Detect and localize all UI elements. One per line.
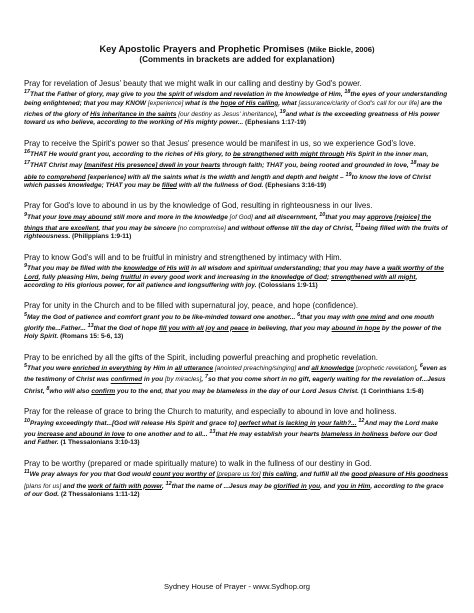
scripture-text: abound in hope (331, 325, 380, 332)
verse-number: 6 (297, 311, 301, 318)
scripture-text: His Spirit in the inner man, (344, 151, 429, 159)
scripture-text: THAT Christ may (30, 162, 85, 170)
prayer-intro: Pray to receive the Spirit's power so that Jesus' presence would be manifest in us, so we experience God's love. (24, 138, 416, 148)
prayer-list (24, 79, 450, 499)
verse-number: 6 (419, 363, 423, 370)
scripture-text: , (275, 110, 280, 118)
verse-number: 10 (24, 417, 31, 424)
prayer-intro: Pray to be worthy (prepared or made spiritually mature) to walk in the fullness of our destiny in God. (24, 458, 372, 468)
document-title (24, 44, 450, 55)
scripture-text: , according to His glorious power, for all patience and longsuffering with joy. (24, 273, 418, 289)
verse-number: 8 (46, 385, 50, 392)
scripture-text: May the God of patience and comfort grant you to be like-minded toward one another... (27, 313, 298, 321)
verse-number: 10 (319, 211, 326, 218)
scripture-text: , (201, 376, 205, 384)
scripture-text: blameless in holiness (321, 431, 389, 439)
scripture-text: that the name of ...Jesus may be (171, 482, 274, 490)
scripture-text: one mind (356, 313, 386, 321)
scripture-text: the eyes of your understanding being enlightened; that you may KNOW (24, 91, 448, 107)
scripture-text: before our God and Father. (24, 431, 438, 447)
scripture-text: That your (27, 213, 59, 221)
scripture-text: the spirit of wisdom and revelation (156, 91, 265, 99)
scripture-text: by Him in (141, 365, 175, 373)
scripture-text: in every good work and increasing in the (141, 273, 271, 281)
scripture-passage (24, 311, 450, 342)
scripture-text: confirmed (110, 376, 143, 384)
scripture-text: even as the testimony of Christ was (24, 365, 447, 384)
scripture-text: and the (61, 482, 88, 490)
scripture-text: with all the fullness of God. (177, 181, 266, 189)
prayer-intro: Pray for God's love to abound in us by the knowledge of God, resulting in righteousness in our lives. (24, 201, 373, 211)
verse-number: 5 (24, 311, 28, 318)
scripture-text: may be (416, 162, 439, 170)
scripture-text: Praying exceedingly that...[God will release His Spirit and grace to] (30, 419, 239, 427)
prayer-intro: Pray for unity in the Church and to be filled with supernatural joy, peace, and hope (confidence). (24, 301, 359, 311)
scripture-text: [our destiny as Jesus' inheritance] (178, 110, 276, 118)
prayer-section (24, 353, 450, 396)
scripture-text: filled (161, 181, 178, 189)
prayer-intro: Pray to be enriched by all the gifts of the Spirit, including powerful preaching and prophetic revelation. (24, 352, 378, 362)
scripture-text: and without offense till the day of Christ, (225, 225, 356, 233)
scripture-text: That you may be filled with the (27, 265, 124, 273)
scripture-text: ; (327, 273, 332, 281)
title-text: Key Apostolic Prayers and Prophetic Promises (99, 44, 305, 54)
scripture-text: [assurance/clarity of God's call for our life] (298, 99, 419, 107)
verse-number: 11 (24, 469, 30, 476)
scripture-text: That the Father of glory, may give to you (30, 91, 157, 99)
verse-number: 9 (24, 263, 28, 270)
verse-number: 19 (345, 171, 352, 178)
scripture-reference: (Romans 15: 5-6, 13) (60, 333, 124, 341)
verse-number: 5 (24, 363, 28, 370)
prayer-section (24, 459, 450, 499)
scripture-passage (24, 88, 450, 127)
scripture-reference: (Philippians 1:9-11) (72, 233, 132, 241)
verse-number: 11 (355, 223, 361, 229)
scripture-text: [experience] with all the saints what is the width and length and depth and height – (85, 173, 346, 181)
scripture-text: [of God] (229, 213, 253, 221)
scripture-text: walk worthy of the Lord (24, 265, 444, 281)
scripture-text: in believing, that you may (248, 325, 332, 332)
scripture-reference: (Ephesians 3:16-19) (265, 181, 327, 189)
scripture-text: [prophetic revelation] (355, 365, 417, 373)
prayer-section (24, 139, 450, 190)
scripture-text: who will also (49, 387, 92, 395)
scripture-text: that He may establish your hearts (215, 431, 322, 439)
scripture-text: We pray always for you that God would (29, 471, 153, 479)
scripture-text: , and fulfill all the (296, 471, 352, 479)
scripture-text: , what (278, 99, 299, 107)
scripture-text: in you (142, 376, 165, 384)
scripture-text: in the knowledge of Him, (264, 91, 345, 99)
scripture-text: THAT He would grant you, according to the riches of His glory, to (30, 151, 233, 159)
verse-number: 13 (87, 322, 94, 329)
scripture-passage (24, 148, 450, 190)
scripture-text: count you worthy of (152, 471, 215, 479)
prayer-intro: Pray for the release of grace to bring the Church to maturity, and especially to abound in love and holiness. (24, 407, 397, 417)
scripture-text: are the riches of the glory of (24, 99, 443, 118)
scripture-text: work of faith with power (87, 482, 162, 490)
verse-number: 7 (204, 374, 208, 381)
page-footer: Sydney House of Prayer - www.Sydhop.org (163, 582, 311, 591)
scripture-text: , that you may be sincere (98, 225, 178, 233)
document-subtitle: (Comments in brackets are added for explanation) (139, 55, 335, 64)
scripture-text: glorified in you (273, 482, 321, 490)
scripture-text: by the power of the Holy Spirit. (24, 325, 442, 341)
scripture-text: That you were (27, 365, 73, 373)
scripture-reference: (1 Thessalonians 3:10-13) (60, 439, 140, 447)
scripture-text: , (161, 482, 166, 490)
scripture-text: [prepare us for] (216, 471, 261, 479)
scripture-text: enriched in everything (72, 365, 142, 373)
verse-number: 17 (24, 89, 31, 96)
scripture-passage (24, 362, 450, 396)
verse-number: 18 (410, 160, 417, 167)
prayer-intro: Pray for revelation of Jesus' beauty that we might walk in our calling and destiny by God's power. (24, 79, 362, 88)
scripture-text: and (296, 365, 312, 373)
scripture-text: so that you come short in no gift, eagerly waiting for the revelation of...Jesus Christ, (24, 376, 446, 395)
scripture-text: and all discernment, (252, 213, 320, 221)
prayer-section (24, 407, 450, 447)
verse-number: 12 (165, 480, 172, 487)
scripture-passage (24, 468, 450, 499)
prayer-section (24, 79, 450, 127)
verse-number: 16 (24, 149, 31, 155)
scripture-text: in all wisdom and spiritual understanding; that you may have a (189, 265, 388, 273)
scripture-text: [manifest His presence] dwell in your hearts (84, 162, 221, 170)
scripture-text: still more and more in the knowledge (111, 213, 230, 221)
scripture-reference: (Colossians 1:9-11) (258, 281, 318, 289)
scripture-text: what is the (183, 99, 221, 107)
scripture-text: knowledge of God (270, 273, 328, 281)
verse-number: 13 (209, 429, 216, 435)
prayer-section (24, 201, 450, 241)
scripture-text: and what is the exceeding greatness of His power toward us who believe, according to the working of His mighty power... (24, 110, 440, 126)
scripture-text: confirm (91, 387, 116, 395)
scripture-text: [no compromise] (177, 225, 226, 233)
scripture-text: able to comprehend (24, 173, 86, 181)
scripture-text: [plans for us] (24, 482, 62, 490)
scripture-text: that the God of hope (93, 325, 159, 332)
scripture-text: good pleasure of His goodness (351, 471, 449, 479)
scripture-text: through faith; THAT you, being rooted and grounded in love, (220, 162, 411, 170)
scripture-text: all utterance (174, 365, 214, 373)
verse-number: 19 (279, 108, 286, 115)
scripture-text: , fully pleasing Him, being (38, 273, 121, 281)
scripture-text: His inheritance in the saints (90, 110, 177, 118)
scripture-text: be strengthened with might through (232, 151, 345, 159)
scripture-text: being filled with the fruits of righteousness. (24, 225, 448, 241)
scripture-reference: (2 Thessalonians 1:11-12) (60, 490, 140, 498)
scripture-text: strengthened with all might (331, 273, 416, 281)
title-attribution: (Mike Bickle, 2006) (306, 45, 375, 54)
scripture-text: to know the love of Christ which passes knowledge; THAT you may be (24, 173, 431, 189)
scripture-text: , (416, 365, 420, 373)
scripture-text: all knowledge (311, 365, 354, 373)
scripture-text: you in Him (337, 482, 371, 490)
verse-number: 12 (358, 417, 365, 424)
scripture-passage (24, 417, 450, 448)
prayer-intro: Pray to know God's will and to be fruitful in ministry and strengthened by intimacy with Him. (24, 252, 342, 262)
scripture-text: , according to the grace of our God. (24, 482, 444, 498)
scripture-text: , and (320, 482, 338, 490)
scripture-text: [anointed preaching/singing] (214, 365, 297, 373)
scripture-text: to one another and to all... (124, 431, 210, 439)
scripture-text: increase and abound in love (37, 431, 125, 439)
scripture-text: hope of His calling (220, 99, 279, 107)
scripture-text: approve [rejoice] the things that are excellent (24, 213, 432, 233)
scripture-text: that you may with (300, 313, 357, 321)
scripture-text: fill you with all joy and peace (158, 325, 249, 332)
scripture-text: And may the Lord make you (24, 419, 439, 439)
scripture-passage (24, 262, 450, 289)
scripture-text: you to the end, that you may be blameless in the day of our Lord Jesus Christ. (115, 387, 361, 395)
scripture-reference: (1 Corinthians 1:5-8) (360, 387, 424, 395)
prayer-section (24, 253, 450, 290)
scripture-text: love may abound (58, 213, 112, 221)
scripture-passage (24, 211, 450, 242)
prayer-section (24, 301, 450, 341)
scripture-text: fruitful (120, 273, 142, 281)
verse-number: 18 (344, 89, 351, 96)
scripture-text: that you may (325, 213, 368, 221)
scripture-reference: (Ephesians 1:17-19) (245, 119, 307, 126)
scripture-text: [by miracles] (164, 376, 202, 384)
verse-number: 17 (24, 160, 31, 167)
scripture-text: perfect what is lacking in your faith?... (238, 419, 357, 427)
scripture-text: this calling (262, 471, 297, 479)
scripture-text: [experience] (147, 99, 184, 107)
scripture-text: knowledge of His will (123, 265, 190, 273)
verse-number: 9 (24, 211, 28, 218)
scripture-text: and one mouth glorify the...Father... (24, 313, 435, 332)
